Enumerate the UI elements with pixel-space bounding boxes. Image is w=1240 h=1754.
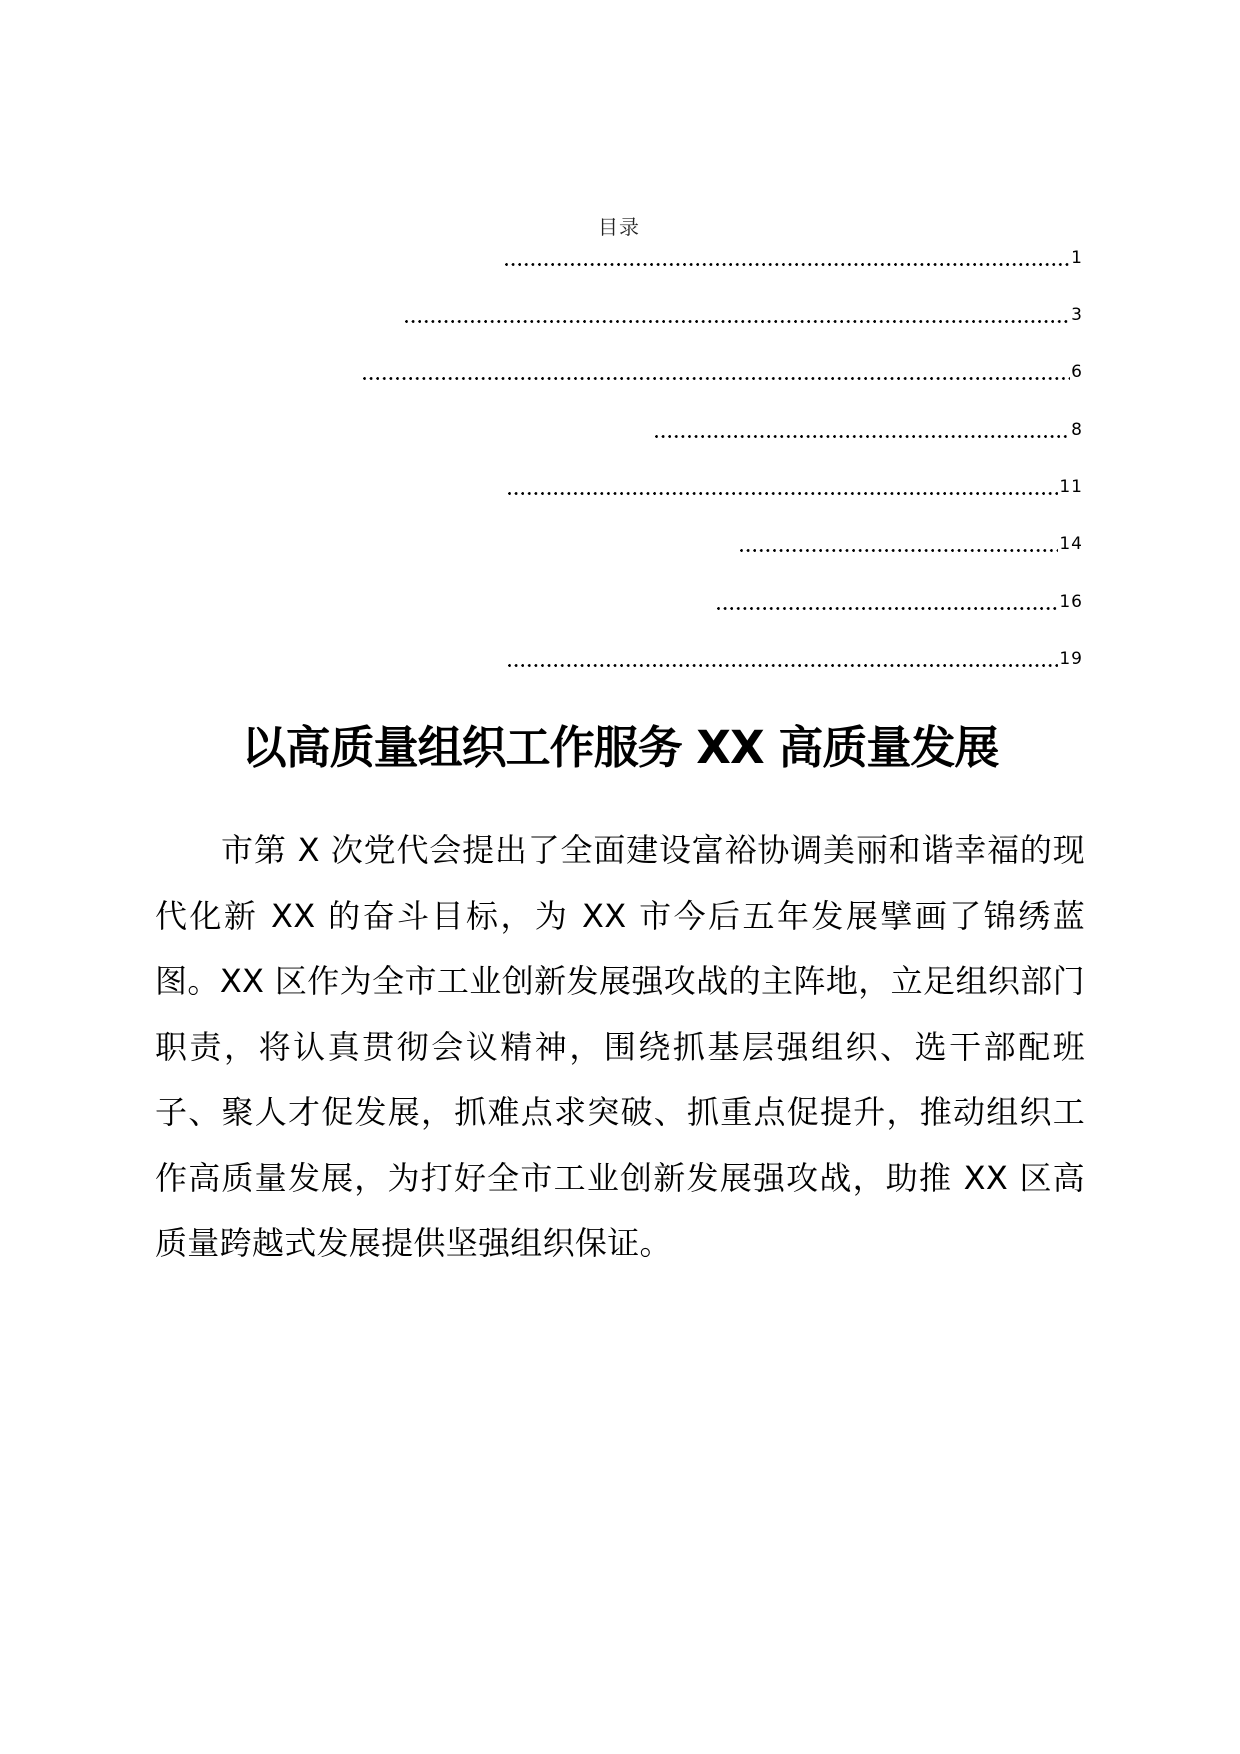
toc-leader-dots (505, 246, 1070, 270)
toc-page-number: 3 (1071, 305, 1083, 325)
document-title: 以高质量组织工作服务 XX 高质量发展 (241, 721, 999, 774)
toc-entry[interactable] (363, 360, 1083, 384)
toc-page-number: 11 (1059, 477, 1083, 497)
toc-heading: 目录 (598, 215, 640, 239)
toc-page-number: 19 (1059, 649, 1083, 669)
toc-page-number: 6 (1071, 362, 1083, 382)
toc-leader-dots (508, 647, 1058, 671)
toc-leader-dots (363, 360, 1070, 384)
toc-page-number: 8 (1071, 420, 1083, 440)
toc-leader-dots (740, 532, 1058, 556)
toc-leader-dots (508, 475, 1058, 499)
toc-entry[interactable] (655, 418, 1083, 442)
toc-entry[interactable] (508, 475, 1083, 499)
toc-page-number: 1 (1071, 248, 1083, 268)
toc-entry[interactable] (405, 303, 1083, 327)
toc-entry[interactable] (740, 532, 1083, 556)
toc-entry[interactable] (505, 246, 1083, 270)
toc-leader-dots (655, 418, 1070, 442)
toc-page-number: 14 (1059, 534, 1083, 554)
toc-entry[interactable] (508, 647, 1083, 671)
toc-entry[interactable] (717, 590, 1083, 614)
toc-leader-dots (717, 590, 1058, 614)
body-paragraph: 市第 X 次党代会提出了全面建设富裕协调美丽和谐幸福的现代化新 XX 的奋斗目标，为 XX 市今后五年发展擘画了锦绣蓝图。XX 区作为全市工业创新发展强攻战的主阵地，立足组织部门职责，将认真贯彻会议精神，围绕抓基层强组织、选干部配班子、聚人才促发展，抓难点求突破、抓重点促提升，推动组织工作高质量发展，为打好全市工业创新发展强攻战，助推 XX 区高质量跨越式发展提供坚强组织保证。 (155, 831, 1085, 1262)
toc-leader-dots (405, 303, 1070, 327)
toc-page-number: 16 (1059, 592, 1083, 612)
